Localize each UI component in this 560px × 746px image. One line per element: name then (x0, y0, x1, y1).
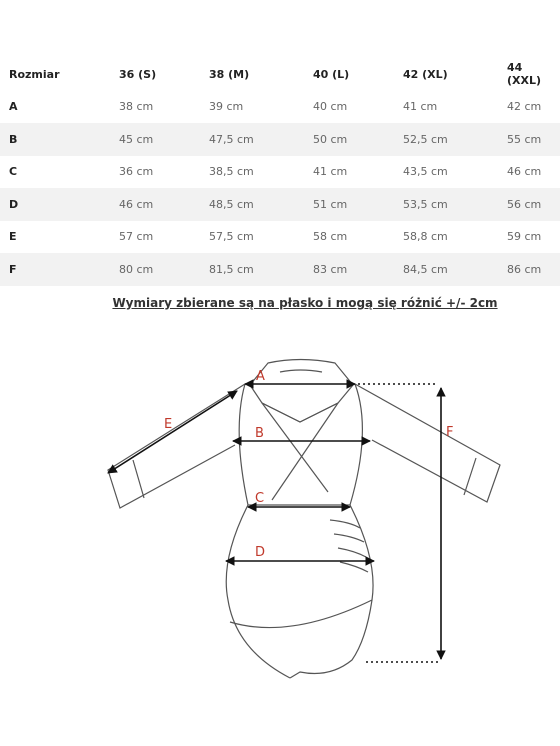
table-row (0, 123, 560, 156)
table-cell: 50 cm (313, 123, 403, 156)
table-cell: 46 cm (119, 188, 209, 221)
table-cell: 42 cm (507, 100, 542, 114)
label-a: A (256, 369, 265, 384)
header-cell: 36 (S) (119, 58, 209, 91)
measure-guides (358, 384, 438, 662)
header-cell: Rozmiar (0, 58, 119, 91)
row-label: F (0, 253, 119, 286)
table-cell: 48,5 cm (209, 188, 313, 221)
table-header-row (0, 58, 560, 91)
table-cell: 80 cm (119, 253, 209, 286)
table-cell: 86 cm (507, 253, 560, 286)
table-cell: 57,5 cm (209, 230, 254, 244)
table-cell: 38,5 cm (209, 165, 254, 179)
table-cell: 83 cm (313, 253, 403, 286)
row-label: A (9, 100, 18, 114)
table-cell: 41 cm (403, 100, 438, 114)
header-cell: 38 (M) (209, 58, 313, 91)
label-c: C (255, 491, 265, 506)
measurement-note: Wymiary zbierane są na płasko i mogą się różnić +/- 2cm (112, 296, 498, 310)
table-cell: 58,8 cm (403, 230, 448, 244)
table-cell: 58 cm (313, 230, 348, 244)
table-cell: 53,5 cm (403, 188, 507, 221)
table-cell: 57 cm (119, 230, 154, 244)
dress-diagram (0, 330, 560, 740)
table-cell: 55 cm (507, 123, 560, 156)
table-cell: 38 cm (119, 100, 154, 114)
table-cell: 36 cm (119, 165, 154, 179)
table-cell: 59 cm (507, 230, 542, 244)
row-label: D (0, 188, 119, 221)
label-d: D (255, 545, 266, 560)
label-e: E (164, 417, 173, 432)
table-cell: 84,5 cm (403, 253, 507, 286)
row-label: C (9, 165, 18, 179)
label-f: F (446, 425, 454, 440)
table-cell: 39 cm (209, 100, 244, 114)
row-label: E (9, 230, 17, 244)
table-row (0, 91, 560, 124)
table-cell: 40 cm (313, 100, 348, 114)
table-cell: 45 cm (119, 123, 209, 156)
table-cell: 52,5 cm (403, 123, 507, 156)
table-cell: 41 cm (313, 165, 348, 179)
table-cell: 43,5 cm (403, 165, 448, 179)
header-cell: 44 (XXL) (507, 58, 560, 91)
table-row (0, 221, 560, 254)
table-row (0, 156, 560, 189)
table-cell: 56 cm (507, 188, 560, 221)
table-cell: 81,5 cm (209, 253, 313, 286)
size-table (0, 58, 560, 286)
header-cell: 42 (XL) (403, 58, 507, 91)
measure-arrows (108, 384, 441, 659)
label-b: B (255, 426, 264, 441)
row-label: B (0, 123, 119, 156)
table-row (0, 253, 560, 286)
header-cell: 40 (L) (313, 58, 403, 91)
table-row (0, 188, 560, 221)
table-cell: 46 cm (507, 165, 542, 179)
table-cell: 51 cm (313, 188, 403, 221)
table-cell: 47,5 cm (209, 123, 313, 156)
